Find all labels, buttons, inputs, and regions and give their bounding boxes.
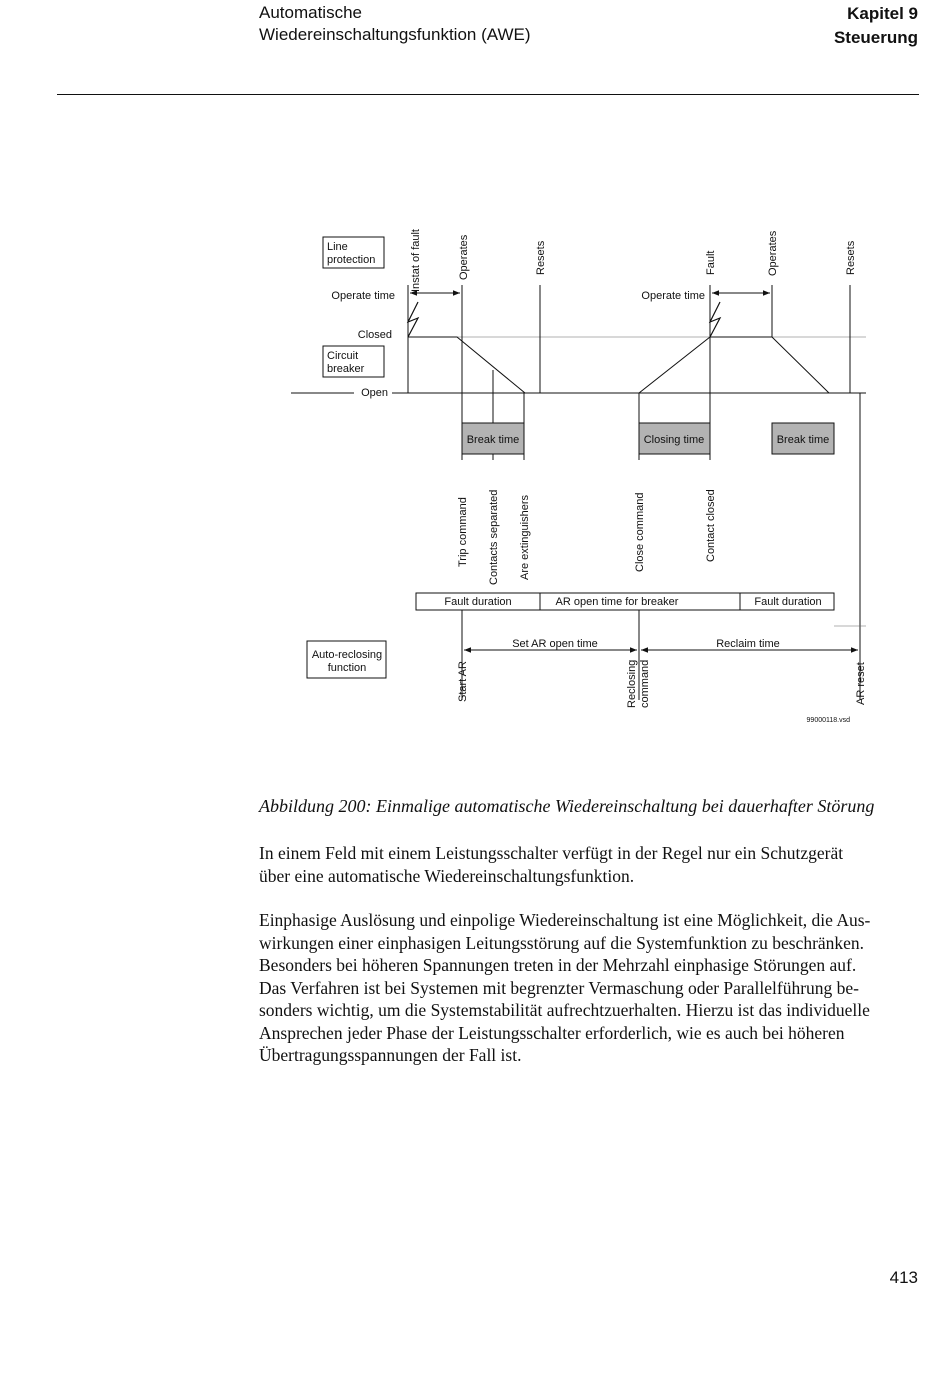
closed-label: Closed [357, 329, 392, 341]
file-name-label: 99000118.vsd [806, 717, 850, 724]
event-reclosing-line-2: command [639, 659, 651, 708]
reclaim-time-label: Reclaim time [716, 638, 780, 650]
header-chapter-title: Steuerung [833, 28, 918, 47]
fault-duration-label-2: Fault duration [754, 596, 822, 608]
set-ar-open-time-label: Set AR open time [512, 638, 598, 650]
line-protection-label-2: protection [327, 254, 376, 266]
breaker-state-trace [408, 337, 829, 393]
paragraph-2-line: Das Verfahren ist bei Systemen mit begrenzter Vermaschung oder Parallelführung be- [259, 977, 859, 998]
operate-time-label-2: Operate time [641, 290, 705, 302]
event-operates-1: Operates [458, 234, 470, 280]
paragraph-2-line: wirkungen einer einphasigen Leitungsstörung auf die Systemfunktion zu beschränken. [259, 932, 865, 953]
paragraph-2-line: Besonders bei höheren Spannungen treten in der Mehrzahl einphasige Störungen auf. [259, 955, 857, 975]
lightning-bolt-icon [408, 302, 418, 337]
event-resets-1: Resets [535, 240, 547, 275]
auto-reclosing-label-2: function [327, 662, 367, 674]
event-resets-2: Resets [845, 240, 857, 275]
event-contact-closed: Contact closed [705, 489, 717, 562]
figure-caption: Abbildung 200: Einmalige automatische Wiedereinschaltung bei dauerhafter Störung [259, 796, 875, 816]
event-reclosing-line-1: Reclosing [626, 659, 638, 708]
event-arc-extinguishers: Are extinguishers [519, 495, 531, 580]
event-close-command: Close command [634, 492, 646, 572]
event-contacts-separated: Contacts separated [488, 489, 500, 585]
header-title-line-1: Automatische [259, 3, 362, 22]
open-label: Open [361, 387, 388, 399]
lightning-bolt-icon [710, 302, 720, 337]
header-title-line-2: Wiedereinschaltungsfunktion (AWE) [259, 25, 531, 44]
fault-duration-label-1: Fault duration [444, 596, 512, 608]
ar-open-time-label: AR open time for breaker [555, 596, 679, 608]
header-chapter-number: Kapitel 9 [847, 4, 918, 23]
circuit-breaker-label-1: Circuit [327, 350, 359, 362]
paragraph-1-line: In einem Feld mit einem Leistungsschalter verfügt in der Regel nur ein Schutzgerät [259, 843, 844, 863]
page-number: 413 [889, 1268, 918, 1287]
event-ar-reset: AR reset [855, 662, 867, 705]
event-trip-command: Trip command [457, 497, 469, 567]
event-fault: Fault [705, 250, 717, 275]
event-start-ar: Start AR [457, 661, 469, 702]
operate-time-label-1: Operate time [331, 290, 395, 302]
paragraph-2-line: Einphasige Auslösung und einpolige Wiedereinschaltung ist eine Möglichkeit, die Aus- [259, 910, 871, 930]
paragraph-2-line: Ansprechen jeder Phase der Leistungsschalter erforderlich, wie es auch bei höheren [259, 1022, 845, 1043]
closing-time-label: Closing time [643, 434, 705, 446]
paragraph-2-line: sonders wichtig, um die Systemstabilität aufrechtzuerhalten. Hierzu ist das individuelle [259, 1000, 870, 1020]
paragraph-2 [259, 909, 921, 1067]
break-time-label-2: Break time [776, 434, 830, 446]
auto-reclosing-label-1: Auto-reclosing [311, 649, 383, 661]
break-time-label-1: Break time [466, 434, 520, 446]
circuit-breaker-label-2: breaker [327, 363, 365, 375]
event-operates-2: Operates [767, 230, 779, 276]
paragraph-1 [259, 842, 921, 887]
paragraph-2-line: Übertragungsspannungen der Fall ist. [259, 1045, 522, 1065]
event-instat-of-fault: Instat of fault [410, 229, 422, 292]
line-protection-label-1: Line [327, 241, 348, 253]
paragraph-1-line: über eine automatische Wiedereinschaltungsfunktion. [259, 865, 635, 886]
